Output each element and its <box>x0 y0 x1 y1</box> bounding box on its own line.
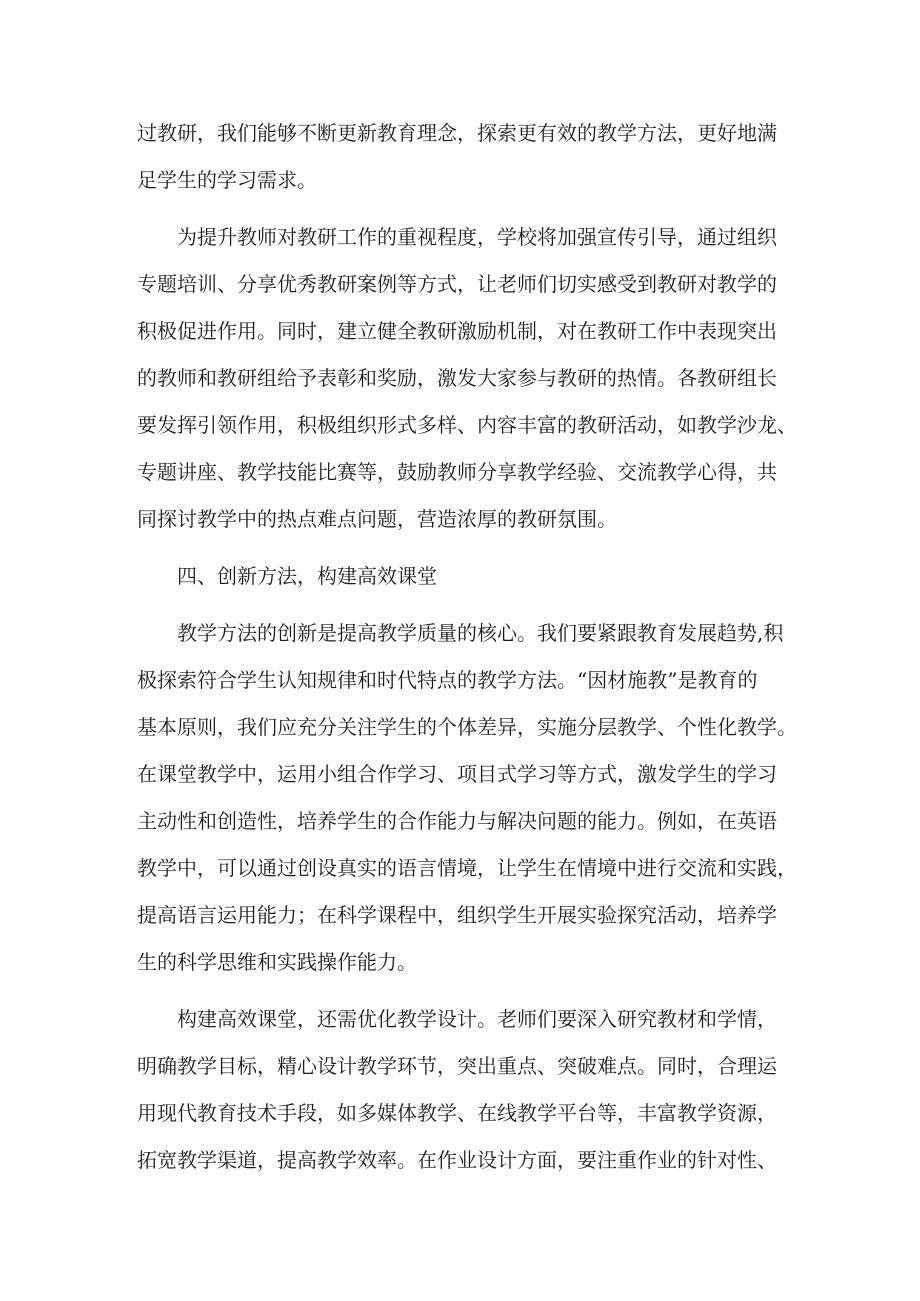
text-line: 基本原则，我们应充分关注学生的个体差异，实施分层教学、个性化教学。 <box>137 715 797 739</box>
text-line: 同探讨教学中的热点难点问题，营造浓厚的教研氛围。 <box>137 507 617 531</box>
text-line: 教学中，可以通过创设真实的语言情境，让学生在情境中进行交流和实践， <box>137 856 797 880</box>
text-line: 足学生的学习需求。 <box>137 168 317 192</box>
text-line: 的教师和教研组给予表彰和奖励，激发大家参与教研的热情。各教研组长 <box>137 366 777 390</box>
text-line: 积极促进作用。同时，建立健全教研激励机制，对在教研工作中表现突出 <box>137 319 777 343</box>
text-line: 明确教学目标，精心设计教学环节，突出重点、突破难点。同时，合理运 <box>137 1054 777 1078</box>
text-line: 四、创新方法，构建高效课堂 <box>177 564 437 588</box>
text-line: 用现代教育技术手段，如多媒体教学、在线教学平台等，丰富教学资源， <box>137 1101 777 1125</box>
text-line: 生的科学思维和实践操作能力。 <box>137 950 417 974</box>
paragraph <box>137 110 785 204</box>
paragraph <box>137 996 785 1184</box>
text-line: 提高语言运用能力；在科学课程中，组织学生开展实验探究活动，培养学 <box>137 903 777 927</box>
text-line: 为提升教师对教研工作的重视程度，学校将加强宣传引导，通过组织 <box>177 225 777 249</box>
text-line: 拓宽教学渠道，提高教学效率。在作业设计方面，要注重作业的针对性、 <box>137 1148 777 1172</box>
text-line: 要发挥引领作用，积极组织形式多样、内容丰富的教研活动，如教学沙龙、 <box>137 413 797 437</box>
text-line: 极探索符合学生认知规律和时代特点的教学方法。“因材施教”是教育的 <box>137 668 758 692</box>
section-heading <box>137 553 785 600</box>
document-body <box>137 110 797 1194</box>
text-line: 主动性和创造性，培养学生的合作能力与解决问题的能力。例如，在英语 <box>137 809 777 833</box>
text-line: 构建高效课堂，还需优化教学设计。老师们要深入研究教材和学情， <box>177 1007 777 1031</box>
paragraph <box>137 610 797 986</box>
paragraph <box>137 214 797 543</box>
text-line: 专题讲座、教学技能比赛等，鼓励教师分享教学经验、交流教学心得，共 <box>137 460 777 484</box>
text-line: 过教研，我们能够不断更新教育理念，探索更有效的教学方法，更好地满 <box>137 121 777 145</box>
text-line: 在课堂教学中，运用小组合作学习、项目式学习等方式，激发学生的学习 <box>137 762 777 786</box>
text-line: 教学方法的创新是提高教学质量的核心。我们要紧跟教育发展趋势,积 <box>177 621 784 645</box>
text-line: 专题培训、分享优秀教研案例等方式，让老师们切实感受到教研对教学的 <box>137 272 777 296</box>
